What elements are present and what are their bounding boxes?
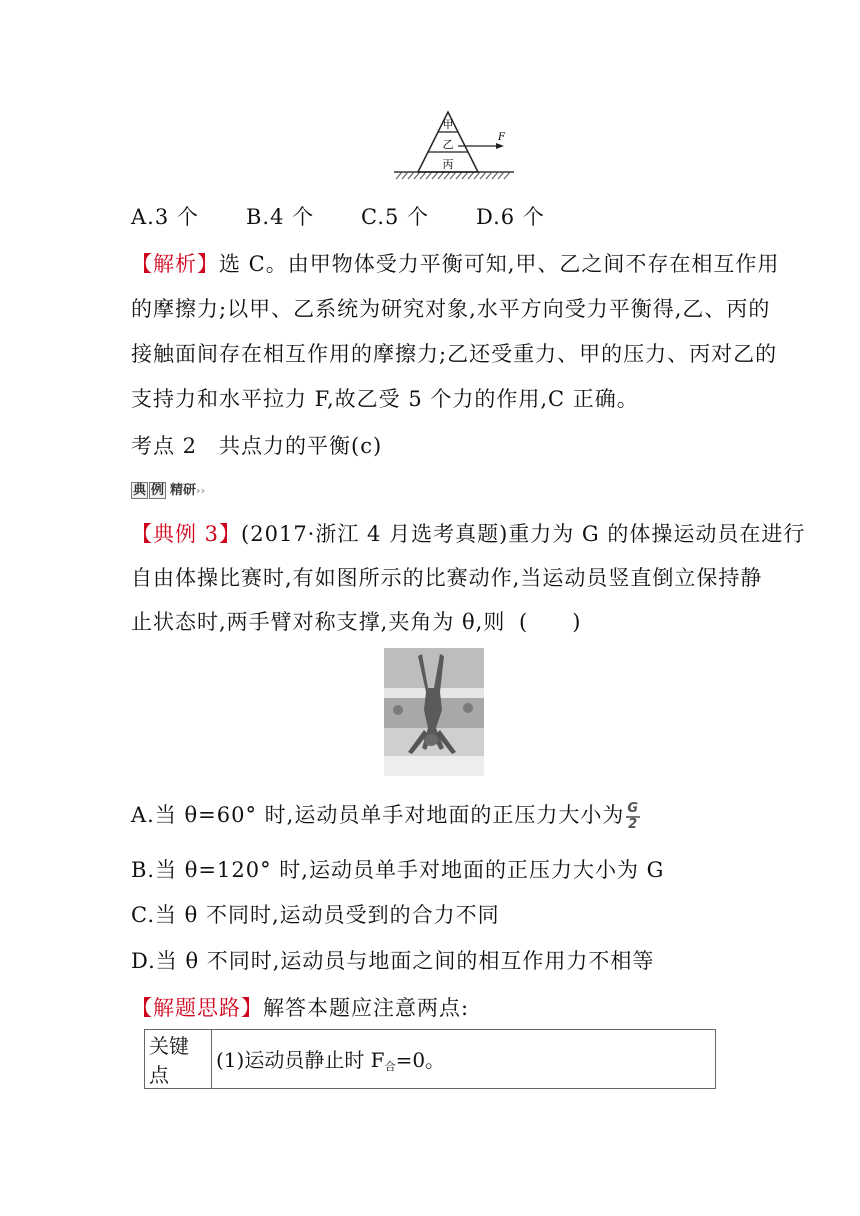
choice-a-text: A.当 θ=60° 时,运动员单手对地面的正压力大小为 <box>131 803 625 827</box>
table-row <box>145 1030 716 1089</box>
gymnast-photo <box>384 648 484 776</box>
example-text-3: 止状态时,两手臂对称支撑,夹角为 θ,则 <box>131 610 506 634</box>
fraction-g-over-2 <box>626 802 640 832</box>
options-row <box>131 203 545 231</box>
option-d: D.6 个 <box>476 205 545 229</box>
solution-thinking <box>131 994 469 1022</box>
block-label-jia: 甲 <box>442 118 454 131</box>
example-tag: 【典例 3】 <box>131 522 242 546</box>
option-a: A.3 个 <box>131 205 199 229</box>
example-study-banner <box>131 479 205 499</box>
banner-char-1: 典 <box>133 483 147 498</box>
blocks-diagram <box>392 108 518 182</box>
choice-c: C.当 θ 不同时,运动员受到的合力不同 <box>131 903 500 927</box>
analysis-line-4: 支持力和水平拉力 F,故乙受 5 个力的作用,C 正确。 <box>131 387 639 411</box>
fraction-denominator: 2 <box>628 816 639 832</box>
analysis-line-3: 接触面间存在相互作用的摩擦力;乙还受重力、甲的压力、丙对乙的 <box>131 342 778 366</box>
key-point-end: =0。 <box>395 1048 446 1072</box>
option-c: C.5 个 <box>361 205 430 229</box>
analysis-line-2: 的摩擦力;以甲、乙系统为研究对象,水平方向受力平衡得,乙、丙的 <box>131 297 771 321</box>
force-label: F <box>498 132 505 143</box>
key-point-label: 关键点 <box>145 1030 212 1089</box>
banner-text: 精研 <box>170 483 197 498</box>
choice-d: D.当 θ 不同时,运动员与地面之间的相互作用力不相等 <box>131 949 655 973</box>
key-point-table <box>144 1029 716 1089</box>
key-point-content <box>212 1030 716 1089</box>
block-label-bing: 丙 <box>442 158 454 171</box>
block-label-yi: 乙 <box>442 138 454 151</box>
thinking-tag: 【解题思路】 <box>131 996 263 1020</box>
choice-b: B.当 θ=120° 时,运动员单手对地面的正压力大小为 G <box>131 858 665 882</box>
choice-a <box>131 801 640 832</box>
option-b: B.4 个 <box>246 205 315 229</box>
thinking-text: 解答本题应注意两点: <box>263 996 470 1020</box>
example-line-3 <box>131 608 581 636</box>
section-heading: 考点 2 共点力的平衡(c) <box>131 434 383 458</box>
example-text-1: (2017·浙江 4 月选考真题)重力为 G 的体操运动员在进行 <box>241 522 806 546</box>
banner-char-2: 例 <box>151 483 165 498</box>
example-line-1 <box>131 520 805 548</box>
analysis-tag: 【解析】 <box>131 252 219 276</box>
banner-arrow-icon: ›› <box>196 484 206 497</box>
answer-bracket: ( ) <box>519 610 582 634</box>
analysis-text-1: 选 C。由甲物体受力平衡可知,甲、乙之间不存在相互作用 <box>219 252 780 276</box>
fraction-numerator: G <box>627 800 639 816</box>
analysis-line-1 <box>131 250 779 278</box>
example-line-2: 自由体操比赛时,有如图所示的比赛动作,当运动员竖直倒立保持静 <box>131 566 763 590</box>
key-point-subscript: 合 <box>384 1060 396 1073</box>
key-point-text: (1)运动员静止时 F <box>216 1048 385 1072</box>
